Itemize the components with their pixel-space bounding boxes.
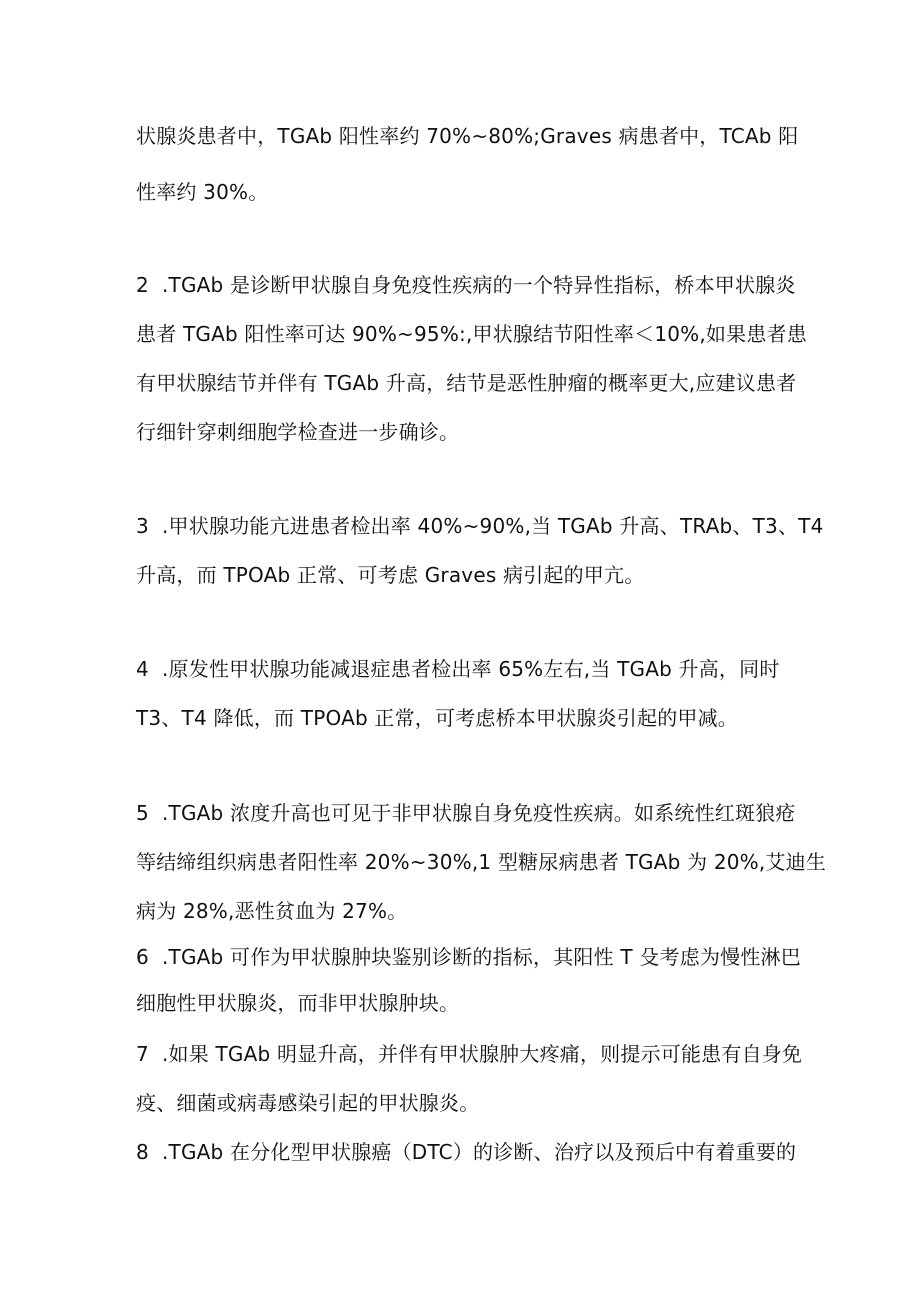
paragraph-2-number: 2 xyxy=(136,273,149,297)
paragraph-6-number: 6 xyxy=(136,945,149,969)
paragraph-5-line-2: 等结缔组织病患者阳性率 20%~30%,1 型糖尿病患者 TGAb 为 20%,艾迪生 xyxy=(136,850,827,874)
paragraph-2-line-2: 患者 TGAb 阳性率可达 90%~95%:,甲状腺结节阳性率＜10%,如果患者患 xyxy=(136,322,807,346)
paragraph-1-line-1: 状腺炎患者中，TGAb 阳性率约 70%~80%;Graves 病患者中，TCAb 阳 xyxy=(136,124,799,148)
paragraph-3-number: 3 xyxy=(136,514,149,538)
paragraph-5-line-3: 病为 28%,恶性贫血为 27%。 xyxy=(136,899,408,923)
paragraph-2-line-1: 2 .TGAb 是诊断甲状腺自身免疫性疾病的一个特异性指标，桥本甲状腺炎 xyxy=(136,273,796,297)
paragraph-2-line-4: 行细针穿刺细胞学检查进一步确诊。 xyxy=(136,420,460,444)
paragraph-4-line-2: T3、T4 降低，而 TPOAb 正常，可考虑桥本甲状腺炎引起的甲减。 xyxy=(136,706,738,730)
paragraph-7-line-2: 疫、细菌或病毒感染引起的甲状腺炎。 xyxy=(136,1091,480,1115)
paragraph-8-number: 8 xyxy=(136,1140,149,1164)
paragraph-7-line-1: 7 .如果 TGAb 明显升高，并伴有甲状腺肿大疼痛，则提示可能患有自身免 xyxy=(136,1042,803,1066)
paragraph-3-line-1: 3 .甲状腺功能亢进患者检出率 40%~90%,当 TGAb 升高、TRAb、T3、T4 xyxy=(136,514,824,538)
paragraph-6-line-2: 细胞性甲状腺炎，而非甲状腺肿块。 xyxy=(136,991,460,1015)
paragraph-3-line-2: 升高，而 TPOAb 正常、可考虑 Graves 病引起的甲亢。 xyxy=(136,563,645,587)
paragraph-1-line-2: 性率约 30%。 xyxy=(136,180,269,204)
paragraph-4-line-1: 4 .原发性甲状腺功能减退症患者检出率 65%左右,当 TGAb 升高，同时 xyxy=(136,657,780,681)
paragraph-8-line-1: 8 .TGAb 在分化型甲状腺癌（DTC）的诊断、治疗以及预后中有着重要的 xyxy=(136,1140,797,1164)
paragraph-5-number: 5 xyxy=(136,801,149,825)
paragraph-4-number: 4 xyxy=(136,657,149,681)
paragraph-2-line-3: 有甲状腺结节并伴有 TGAb 升高，结节是恶性肿瘤的概率更大,应建议患者 xyxy=(136,371,797,395)
paragraph-7-number: 7 xyxy=(136,1042,149,1066)
paragraph-5-line-1: 5 .TGAb 浓度升高也可见于非甲状腺自身免疫性疾病。如系统性红斑狼疮 xyxy=(136,801,796,825)
paragraph-6-line-1: 6 .TGAb 可作为甲状腺肿块鉴别诊断的指标，其阳性 T 殳考虑为慢性淋巴 xyxy=(136,945,801,969)
